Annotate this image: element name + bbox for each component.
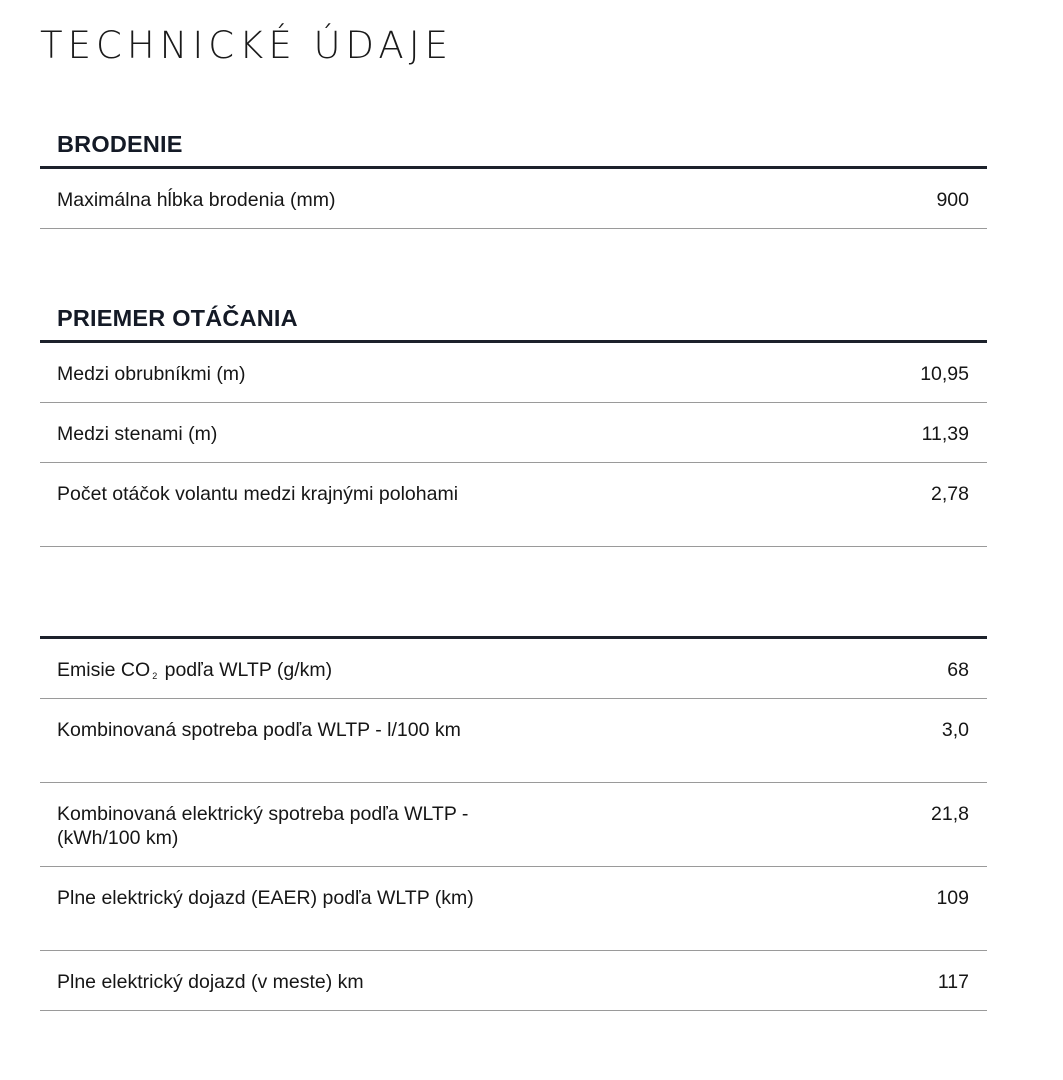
- spec-label: Medzi obrubníkmi (m): [57, 363, 246, 385]
- spec-row: [40, 463, 987, 547]
- spec-value: 109: [936, 887, 969, 909]
- spec-value: 2,78: [931, 483, 969, 505]
- section-heading: PRIEMER OTÁČANIA: [57, 305, 298, 331]
- label-suffix: podľa WLTP (g/km): [159, 659, 333, 681]
- spec-label: Kombinovaná spotreba podľa WLTP - l/100 km: [57, 719, 461, 741]
- section-brodenie: [40, 122, 987, 229]
- spec-row: [40, 169, 987, 229]
- spec-value: 10,95: [920, 363, 969, 385]
- spec-row: [40, 699, 987, 783]
- spec-row: [40, 639, 987, 699]
- spec-value: 11,39: [921, 423, 969, 445]
- spec-value: 21,8: [931, 803, 969, 825]
- spec-value: 900: [936, 189, 969, 211]
- section-priemer-otacania: [40, 296, 987, 547]
- subscript-two: 2: [152, 671, 158, 681]
- spec-label: [57, 658, 332, 688]
- spec-row: [40, 951, 987, 1011]
- spec-label: Medzi stenami (m): [57, 423, 218, 445]
- spec-label: Počet otáčok volantu medzi krajnými polohami: [57, 483, 459, 505]
- spec-label: Maximálna hĺbka brodenia (mm): [57, 189, 336, 211]
- section-heading: BRODENIE: [57, 131, 183, 157]
- spec-row: [40, 403, 987, 463]
- page-title: TECHNICKÉ ÚDAJE: [40, 24, 453, 67]
- spec-value: 3,0: [941, 719, 969, 741]
- spec-row: [40, 343, 987, 403]
- section-heading-empty: [40, 592, 987, 636]
- spec-value: 117: [937, 971, 969, 993]
- spec-value: 68: [947, 659, 969, 681]
- spec-label: Plne elektrický dojazd (v meste) km: [57, 971, 364, 993]
- spec-row: [40, 783, 987, 867]
- section-emissions: [40, 592, 987, 1011]
- spec-label: Plne elektrický dojazd (EAER) podľa WLTP (km): [57, 887, 474, 909]
- label-prefix: Emisie CO: [57, 659, 151, 681]
- spec-label: Kombinovaná elektrický spotreba podľa WLTP - (kWh/100 km): [57, 803, 469, 849]
- spec-row: [40, 867, 987, 951]
